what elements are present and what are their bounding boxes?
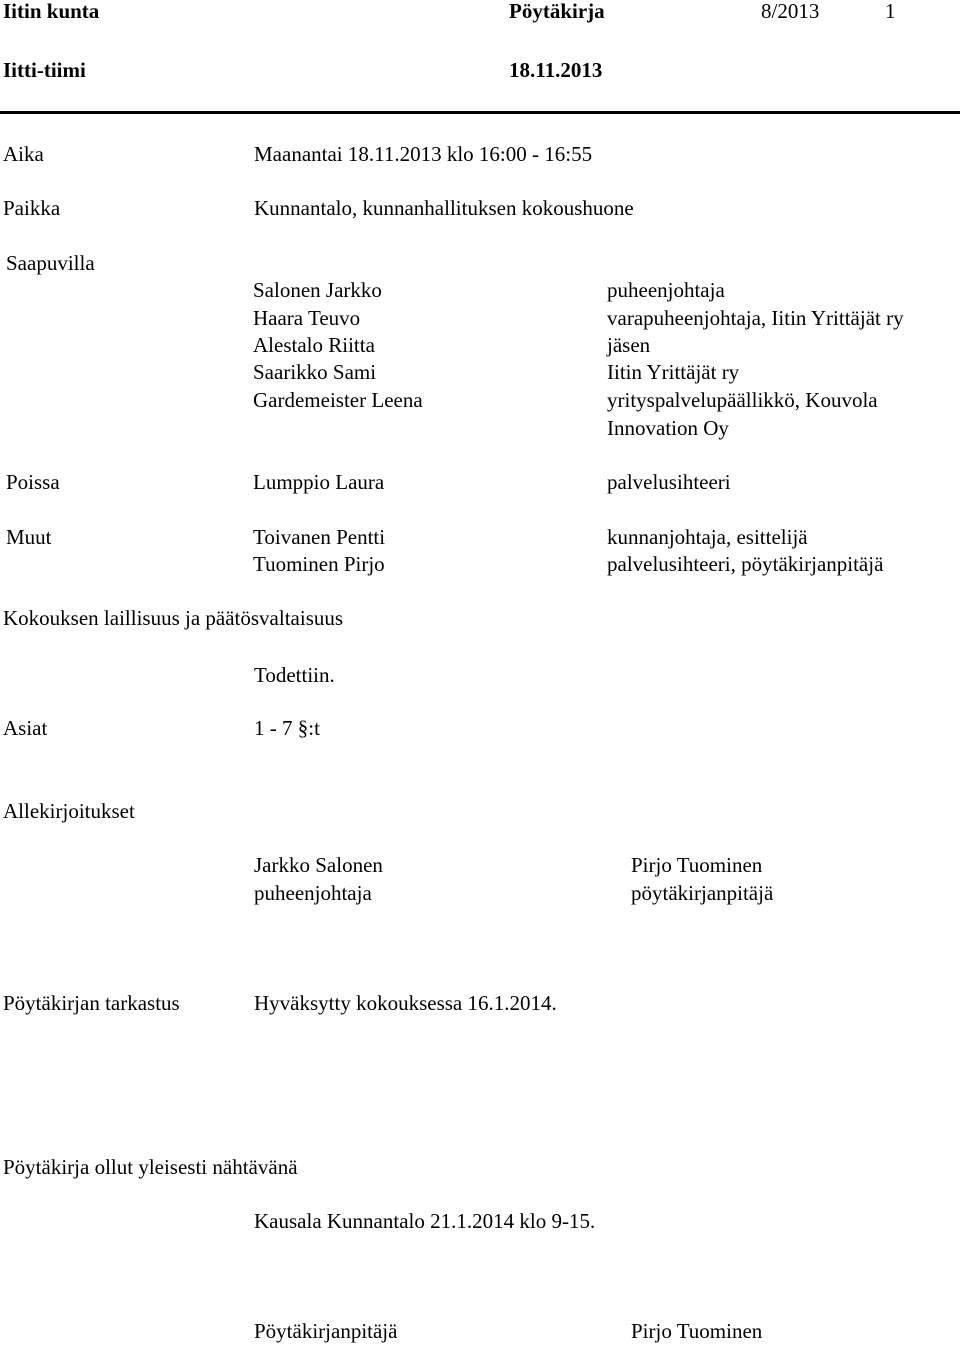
review-value: Hyväksytty kokouksessa 16.1.2014. bbox=[254, 991, 557, 1015]
present-name: Salonen Jarkko bbox=[253, 278, 382, 302]
header-divider bbox=[0, 111, 960, 114]
time-label: Aika bbox=[3, 142, 44, 166]
items-label: Asiat bbox=[3, 716, 48, 740]
header-date: 18.11.2013 bbox=[509, 58, 603, 82]
header-body: Iitti-tiimi bbox=[3, 58, 86, 82]
signature-right-role: pöytäkirjanpitäjä bbox=[631, 881, 774, 905]
absent-name: Lumppio Laura bbox=[253, 470, 385, 494]
signature-left-name: Jarkko Salonen bbox=[254, 853, 383, 877]
public-signature-right: Pirjo Tuominen bbox=[631, 1319, 763, 1343]
present-name: Haara Teuvo bbox=[253, 306, 361, 330]
present-name: Saarikko Sami bbox=[253, 360, 377, 384]
place-value: Kunnantalo, kunnanhallituksen kokoushuone bbox=[254, 196, 634, 220]
absent-role: palvelusihteeri bbox=[607, 470, 731, 494]
legality-label: Kokouksen laillisuus ja päätösvaltaisuus bbox=[3, 606, 344, 630]
present-role: puheenjohtaja bbox=[607, 278, 725, 302]
other-name: Tuominen Pirjo bbox=[253, 552, 385, 576]
time-value: Maanantai 18.11.2013 klo 16:00 - 16:55 bbox=[254, 142, 593, 166]
present-name: Gardemeister Leena bbox=[253, 388, 423, 412]
present-role: varapuheenjohtaja, Iitin Yrittäjät ry bbox=[607, 306, 904, 330]
absent-label: Poissa bbox=[6, 470, 60, 494]
items-value: 1 - 7 §:t bbox=[254, 716, 320, 740]
header-doc-type: Pöytäkirja bbox=[509, 0, 605, 23]
public-signature-left: Pöytäkirjanpitäjä bbox=[254, 1319, 398, 1343]
signatures-label: Allekirjoitukset bbox=[3, 799, 135, 823]
present-role: yrityspalvelupäällikkö, Kouvola bbox=[607, 388, 878, 412]
present-role: Iitin Yrittäjät ry bbox=[607, 360, 740, 384]
signature-right-name: Pirjo Tuominen bbox=[631, 853, 763, 877]
header-doc-number: 8/2013 bbox=[761, 0, 820, 23]
header-page-number: 1 bbox=[885, 0, 896, 23]
present-role-continued: Innovation Oy bbox=[607, 416, 729, 440]
review-label: Pöytäkirjan tarkastus bbox=[3, 991, 180, 1015]
present-name: Alestalo Riitta bbox=[253, 333, 375, 357]
other-role: kunnanjohtaja, esittelijä bbox=[607, 525, 808, 549]
public-display-value: Kausala Kunnantalo 21.1.2014 klo 9-15. bbox=[254, 1209, 596, 1233]
present-label: Saapuvilla bbox=[6, 251, 95, 275]
public-display-label: Pöytäkirja ollut yleisesti nähtävänä bbox=[3, 1155, 298, 1179]
other-name: Toivanen Pentti bbox=[253, 525, 386, 549]
legality-value: Todettiin. bbox=[254, 663, 335, 687]
others-label: Muut bbox=[6, 525, 52, 549]
present-role: jäsen bbox=[607, 333, 651, 357]
header-org: Iitin kunta bbox=[3, 0, 100, 23]
signature-left-role: puheenjohtaja bbox=[254, 881, 372, 905]
other-role: palvelusihteeri, pöytäkirjanpitäjä bbox=[607, 552, 884, 576]
place-label: Paikka bbox=[3, 196, 61, 220]
